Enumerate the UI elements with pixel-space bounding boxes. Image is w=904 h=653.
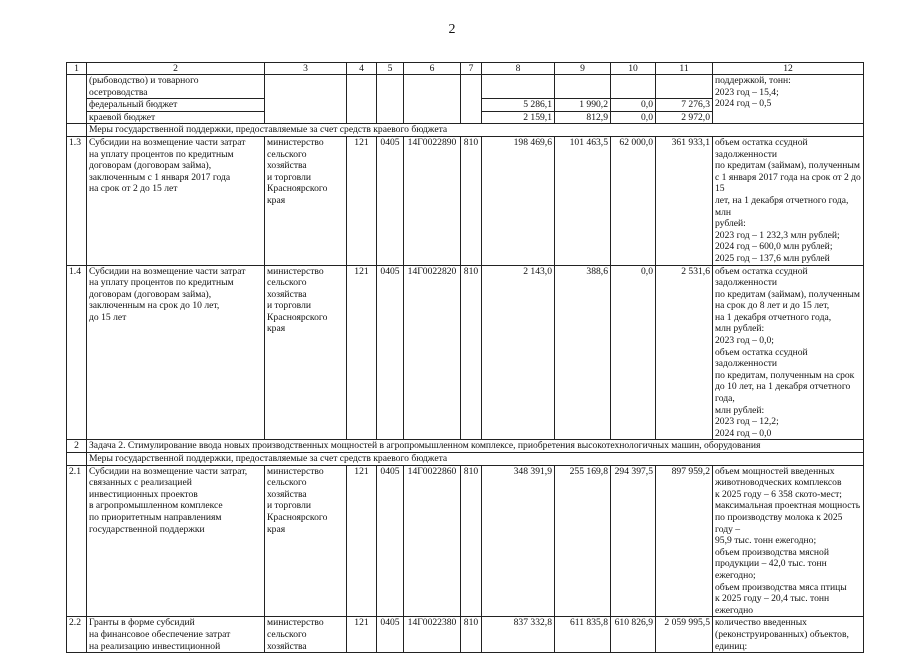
budget-label: федеральный бюджет — [87, 99, 265, 112]
result-indicator: объем остатка ссудной задолженности по кредитам (займам), полученным на срок до 8 лет и до 15 лет, на 1 декабря отчетного года, млн рублей: 2023 год – 0,0; объем остатка ссудной задолженности по кредитам, полученным на срок до 10 лет, на 1 декабря отчетного года, млн рублей: 2023 год – 12,2; 2024 год – 0,0 — [713, 265, 864, 440]
header-cell: 7 — [461, 63, 482, 75]
header-cell: 12 — [713, 63, 864, 75]
header-cell: 10 — [611, 63, 656, 75]
continuation-result: поддержкой, тонн: 2023 год – 15,4; 2024 год – 0,5 — [713, 75, 864, 124]
section-row — [67, 453, 864, 466]
header-cell: 6 — [404, 63, 461, 75]
budget-label: краевой бюджет — [87, 111, 265, 124]
measure-name: Гранты в форме субсидий на финансовое обеспечение затрат на реализацию инвестиционной — [87, 617, 265, 653]
page-number: 2 — [448, 22, 456, 37]
header-cell: 1 — [67, 63, 87, 75]
measure-name: Субсидии на возмещение части затрат на уплату процентов по кредитным договорам (договорам займа), заключенным на срок до 10 лет, до 15 лет — [87, 265, 265, 440]
row-number: 1.3 — [67, 136, 87, 265]
agency: министерство сельского хозяйства и торговли Красноярского края — [265, 265, 347, 440]
table-row: краевой бюджет 2 159,1 812,9 0,0 2 972,0 — [67, 111, 864, 124]
table-row: 2.1 Субсидии на возмещение части затрат, связанных с реализацией инвестиционных проектов в агропромышленном комплексе по приоритетным направлениям государственной поддержки министерство сельского хозяйства и торговли Красноярского края 121 0405 14Г0022860 810 348 391,9 255 169,8 294 397,5 897 959,2 объем мощностей введенных животноводческих комплексов к 2025 году – 6 358 ското-мест; максимальная проектная мощность по производству молока к 2025 году – 95,9 тыс. тонн ежегодно; объем производства мясной продукции – 42,0 тыс. тонн ежегодно; объем производства мяса птицы к 2025 году – 20,4 тыс. тонн ежегодно — [67, 465, 864, 617]
header-cell: 4 — [347, 63, 377, 75]
header-cell: 9 — [555, 63, 611, 75]
agency: министерство сельского хозяйства — [265, 617, 347, 653]
table-row: федеральный бюджет 5 286,1 1 990,2 0,0 7 276,3 — [67, 99, 864, 112]
continuation-name: (рыбоводство) и товарного осетроводства — [87, 75, 265, 99]
row-number: 2.1 — [67, 465, 87, 617]
result-indicator: объем остатка ссудной задолженности по кредитам (займам), полученным с 1 января 2017 года на срок от 2 до 15 лет, на 1 декабря отчетного года, млн рублей: 2023 год – 1 232,3 млн рублей; 2024 год – 600,0 млн рублей; 2025 год – 137,6 млн рублей — [713, 136, 864, 265]
section-row — [67, 124, 864, 137]
row-number: 2.2 — [67, 617, 87, 653]
header-cell: 3 — [265, 63, 347, 75]
task-title: Задача 2. Стимулирование ввода новых производственных мощностей в агропромышленном комплексе, приобретения высокотехнологичных машин, оборудования — [87, 440, 864, 453]
header-cell: 5 — [377, 63, 404, 75]
result-indicator: количество введенных (реконструированных) объектов, единиц: — [713, 617, 864, 653]
header-row — [67, 63, 864, 75]
table-row: 1.4 Субсидии на возмещение части затрат на уплату процентов по кредитным договорам (договорам займа), заключенным на срок до 10 лет, до 15 лет министерство сельского хозяйства и торговли Красноярского края 121 0405 14Г0022820 810 2 143,0 388,6 0,0 2 531,6 объем остатка ссудной задолженности по кредитам (займам), полученным на срок до 8 лет и до 15 лет, на 1 декабря отчетного года, млн рублей: 2023 год – 0,0; объем остатка ссудной задолженности по кредитам, полученным на срок до 10 лет, на 1 декабря отчетного года, млн рублей: 2023 год – 12,2; 2024 год – 0,0 — [67, 265, 864, 440]
table-row — [67, 75, 864, 99]
agency: министерство сельского хозяйства и торговли Красноярского края — [265, 136, 347, 265]
task-number: 2 — [67, 440, 87, 453]
agency: министерство сельского хозяйства и торговли Красноярского края — [265, 465, 347, 617]
header-cell: 2 — [87, 63, 265, 75]
header-cell: 8 — [482, 63, 555, 75]
section-title: Меры государственной поддержки, предоставляемые за счет средств краевого бюджета — [87, 124, 864, 137]
table-row: 2.2 Гранты в форме субсидий на финансовое обеспечение затрат на реализацию инвестиционной министерство сельского хозяйства 121 0405 14Г0022380 810 837 332,8 611 835,8 610 826,9 2 059 995,5 количество введенных (реконструированных) объектов, единиц: — [67, 617, 864, 653]
measure-name: Субсидии на возмещение части затрат, связанных с реализацией инвестиционных проектов в агропромышленном комплексе по приоритетным направлениям государственной поддержки — [87, 465, 265, 617]
task-row — [67, 440, 864, 453]
section-title: Меры государственной поддержки, предоставляемые за счет средств краевого бюджета — [87, 453, 864, 466]
header-cell: 11 — [656, 63, 713, 75]
row-number: 1.4 — [67, 265, 87, 440]
program-table — [66, 62, 864, 653]
measure-name: Субсидии на возмещение части затрат на уплату процентов по кредитным договорам (договорам займа), заключенным с 1 января 2017 года на срок от 2 до 15 лет — [87, 136, 265, 265]
table-row: 1.3 Субсидии на возмещение части затрат на уплату процентов по кредитным договорам (договорам займа), заключенным с 1 января 2017 года на срок от 2 до 15 лет министерство сельского хозяйства и торговли Красноярского края 121 0405 14Г0022890 810 198 469,6 101 463,5 62 000,0 361 933,1 объем остатка ссудной задолженности по кредитам (займам), полученным с 1 января 2017 года на срок от 2 до 15 лет, на 1 декабря отчетного года, млн рублей: 2023 год – 1 232,3 млн рублей; 2024 год – 600,0 млн рублей; 2025 год – 137,6 млн рублей — [67, 136, 864, 265]
result-indicator: объем мощностей введенных животноводческих комплексов к 2025 году – 6 358 ското-мест; максимальная проектная мощность по производству молока к 2025 году – 95,9 тыс. тонн ежегодно; объем производства мясной продукции – 42,0 тыс. тонн ежегодно; объем производства мяса птицы к 2025 году – 20,4 тыс. тонн ежегодно — [713, 465, 864, 617]
